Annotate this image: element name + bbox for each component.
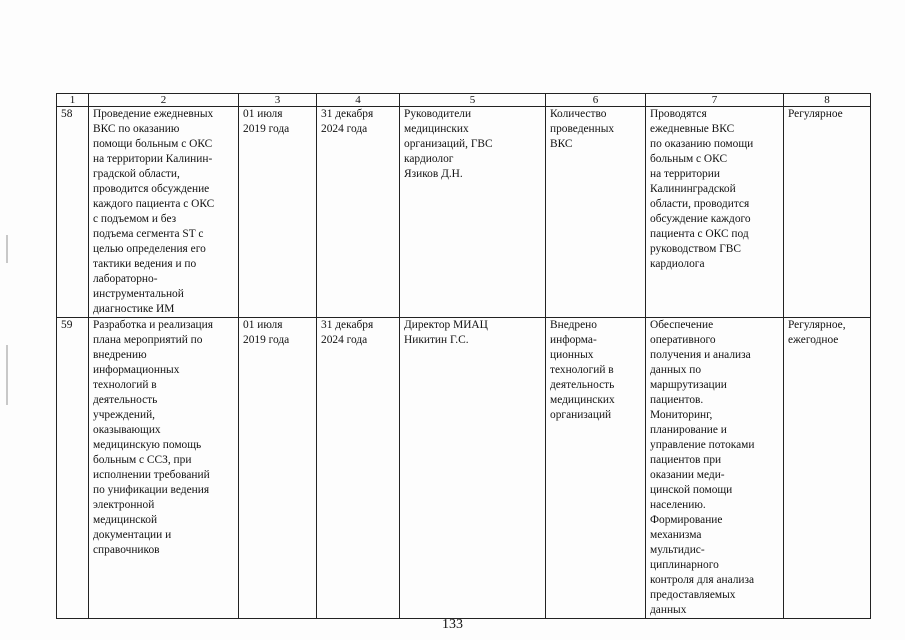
result-cell: Проводятся ежедневные ВКС по оказанию помощи больным с ОКС на территории Калининградской области, проводится обсуждение каждого пациента с ОКС под руководством ГВС кардиолога bbox=[646, 107, 784, 318]
end-date-cell: 31 декабря 2024 года bbox=[317, 318, 400, 619]
plan-table bbox=[56, 93, 871, 619]
start-date-cell: 01 июля 2019 года bbox=[239, 107, 317, 318]
table-header-row bbox=[57, 94, 871, 107]
column-number: 3 bbox=[239, 94, 317, 107]
indicator-cell: Внедрено информа- ционных технологий в деятельность медицинских организаций bbox=[546, 318, 646, 619]
column-number: 8 bbox=[784, 94, 871, 107]
indicator-cell: Количество проведенных ВКС bbox=[546, 107, 646, 318]
start-date-cell: 01 июля 2019 года bbox=[239, 318, 317, 619]
event-cell: Разработка и реализация плана мероприятий по внедрению информационных технологий в деятельность учреждений, оказывающих медицинскую помощь больным с ССЗ, при исполнении требований по унификации ведения электронной медицинской документации и справочников bbox=[89, 318, 239, 619]
responsible-cell: Руководители медицинских организаций, ГВС кардиолог Язиков Д.Н. bbox=[400, 107, 546, 318]
column-number: 5 bbox=[400, 94, 546, 107]
table-row bbox=[57, 107, 871, 318]
end-date-cell: 31 декабря 2024 года bbox=[317, 107, 400, 318]
page-number: 133 bbox=[442, 617, 463, 632]
scan-edge-mark bbox=[6, 235, 8, 263]
column-number: 4 bbox=[317, 94, 400, 107]
frequency-cell: Регулярное bbox=[784, 107, 871, 318]
column-number: 7 bbox=[646, 94, 784, 107]
scan-edge-mark bbox=[6, 345, 8, 405]
event-cell: Проведение ежедневных ВКС по оказанию помощи больным с ОКС на территории Калинин- градской области, проводится обсуждение каждого пациента с ОКС с подъемом и без подъема сегмента ST с целью определения его тактики ведения и по лабораторно- инструментальной диагностике ИМ bbox=[89, 107, 239, 318]
row-number: 59 bbox=[57, 318, 89, 619]
column-number: 2 bbox=[89, 94, 239, 107]
result-cell: Обеспечение оперативного получения и анализа данных по маршрутизации пациентов. Мониторинг, планирование и управление потоками пациентов при оказании меди- цинской помощи населению. Формирование механизма мультидис- циплинарного контроля для анализа предоставляемых данных bbox=[646, 318, 784, 619]
column-number: 6 bbox=[546, 94, 646, 107]
table-row bbox=[57, 318, 871, 619]
responsible-cell: Директор МИАЦ Никитин Г.С. bbox=[400, 318, 546, 619]
column-number: 1 bbox=[57, 94, 89, 107]
row-number: 58 bbox=[57, 107, 89, 318]
frequency-cell: Регулярное, ежегодное bbox=[784, 318, 871, 619]
